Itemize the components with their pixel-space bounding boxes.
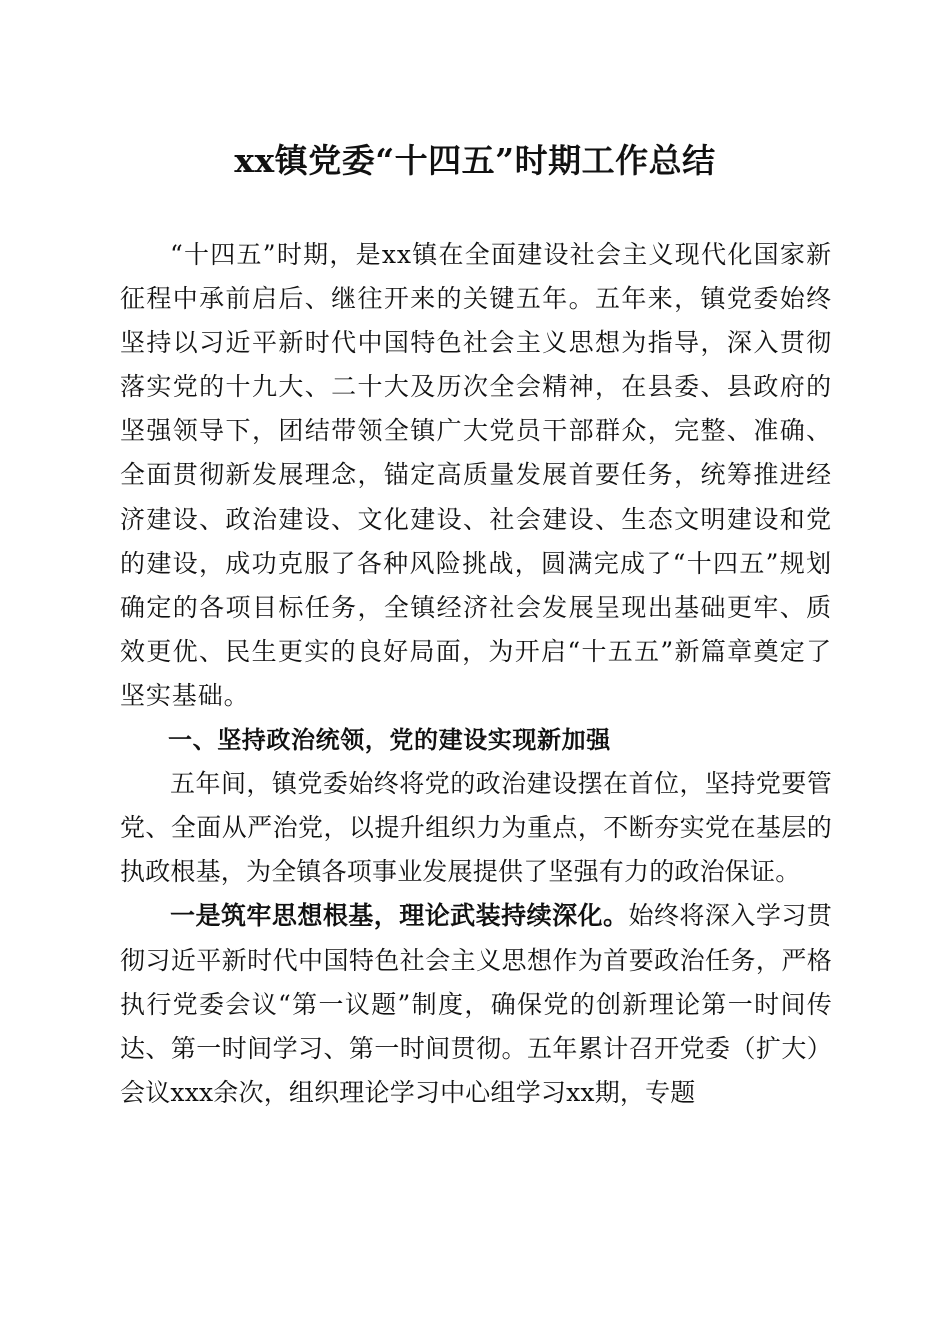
item-lead: 一是筑牢思想根基，理论武装持续深化。 [170,901,629,931]
section-item-paragraph [120,894,832,1114]
section-paragraph: 五年间，镇党委始终将党的政治建设摆在首位，坚持党要管党、全面从严治党，以提升组织力为重点，不断夯实党在基层的执政根基，为全镇各项事业发展提供了坚强有力的政治保证。 [120,769,832,887]
document-title: xx镇党委“十四五”时期工作总结 [234,141,716,180]
intro-paragraph: “十四五”时期，是xx镇在全面建设社会主义现代化国家新征程中承前启后、继往开来的关键五年。五年来，镇党委始终坚持以习近平新时代中国特色社会主义思想为指导，深入贯彻落实党的十九大、二十大及历次全会精神，在县委、县政府的坚强领导下，团结带领全镇广大党员干部群众，完整、准确、全面贯彻新发展理念，锚定高质量发展首要任务，统筹推进经济建设、政治建设、文化建设、社会建设、生态文明建设和党的建设，成功克服了各种风险挑战，圆满完成了“十四五”规划确定的各项目标任务，全镇经济社会发展呈现出基础更牢、质效更优、民生更实的良好局面，为开启“十五五”新篇章奠定了坚实基础。 [120,240,832,710]
section-heading: 一、坚持政治统领，党的建设实现新加强 [168,726,611,755]
item-text: 始终将深入学习贯彻习近平新时代中国特色社会主义思想作为首要政治任务，严格执行党委会议“第一议题”制度，确保党的创新理论第一时间传达、第一时间学习、第一时间贯彻。五年累计召开党委（扩大）会议xxx余次，组织理论学习中心组学习xx期，专题 [120,901,832,1107]
document-body [120,233,832,1115]
